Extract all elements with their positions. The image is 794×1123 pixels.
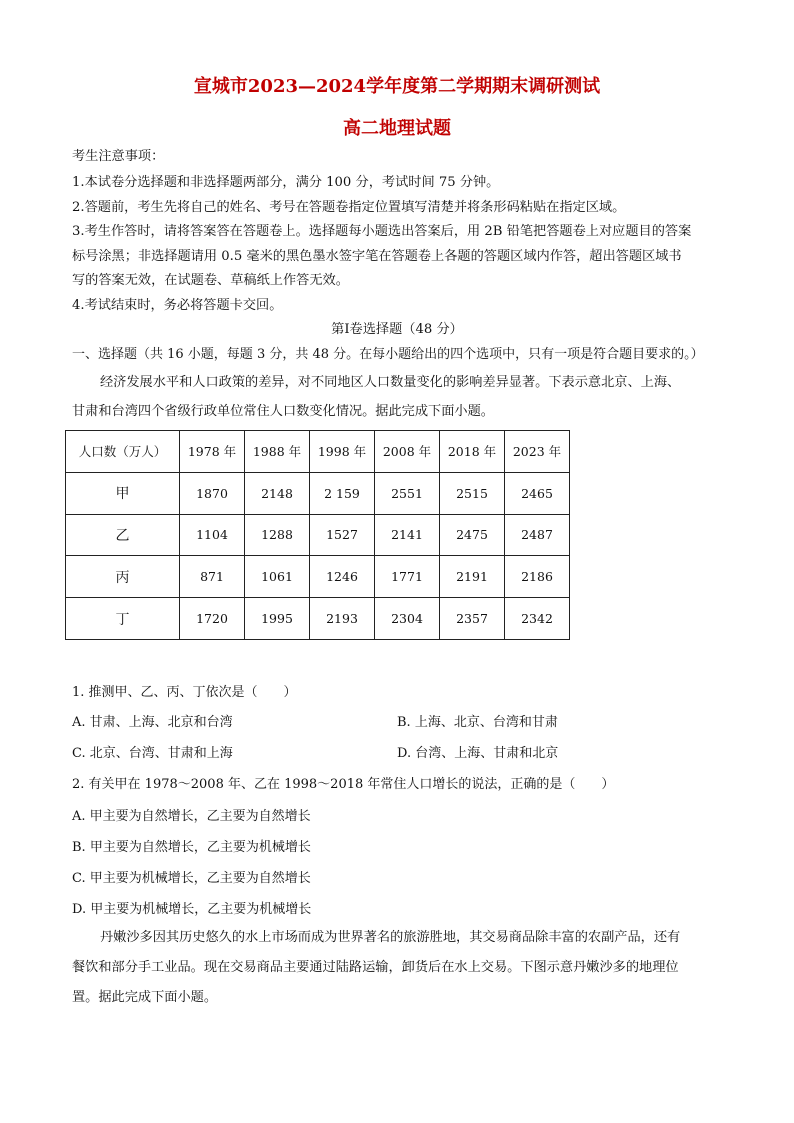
notice-heading: 考生注意事项： bbox=[72, 149, 165, 164]
notice-line-1: 1.本试卷分选择题和非选择题两部分，满分 100 分，考试时间 75 分钟。 bbox=[72, 175, 500, 190]
table-cell: 1288 bbox=[245, 514, 310, 556]
question-2-option-d: D. 甲主要为机械增长，乙主要为机械增长 bbox=[72, 902, 312, 917]
table-header-cell: 1998 年 bbox=[310, 431, 375, 473]
table-row bbox=[66, 514, 570, 556]
table-header-cell: 2008 年 bbox=[375, 431, 440, 473]
table-cell: 871 bbox=[180, 556, 245, 598]
table-cell: 1061 bbox=[245, 556, 310, 598]
table-cell: 1527 bbox=[310, 514, 375, 556]
section-title: 第Ⅰ卷选择题（48 分） bbox=[331, 322, 463, 337]
intro2-line-3: 置。据此完成下面小题。 bbox=[72, 990, 218, 1005]
question-2-stem: 2. 有关甲在 1978～2008 年、乙在 1998～2018 年常住人口增长的说法，正确的是（ ） bbox=[72, 777, 615, 792]
notice-line-2: 2.答题前，考生先将自己的姓名、考号在答题卷指定位置填写清楚并将条形码粘贴在指定区域。 bbox=[72, 200, 626, 215]
table-header-row bbox=[66, 431, 570, 473]
table-cell: 2 159 bbox=[310, 472, 375, 514]
table-cell: 2141 bbox=[375, 514, 440, 556]
region-cell: 丙 bbox=[66, 556, 180, 598]
table-cell: 2193 bbox=[310, 598, 375, 640]
table-header-cell: 2018 年 bbox=[440, 431, 505, 473]
table-cell: 1246 bbox=[310, 556, 375, 598]
table-cell: 1104 bbox=[180, 514, 245, 556]
question-2-option-b: B. 甲主要为自然增长，乙主要为机械增长 bbox=[72, 840, 311, 855]
table-header-cell: 1978 年 bbox=[180, 431, 245, 473]
population-table bbox=[65, 430, 570, 640]
table-cell: 2342 bbox=[505, 598, 570, 640]
table-cell: 1870 bbox=[180, 472, 245, 514]
question-1-stem: 1. 推测甲、乙、丙、丁依次是（ ） bbox=[72, 685, 297, 700]
intro1-line-2: 甘肃和台湾四个省级行政单位常住人口数变化情况。据此完成下面小题。 bbox=[72, 404, 494, 419]
table-cell: 1995 bbox=[245, 598, 310, 640]
intro2-line-2: 餐饮和部分手工业品。现在交易商品主要通过陆路运输，卸货后在水上交易。下图示意丹嫩沙多的地理位 bbox=[72, 960, 679, 975]
table-row bbox=[66, 556, 570, 598]
table-cell: 2304 bbox=[375, 598, 440, 640]
section-instruction: 一、选择题（共 16 小题，每题 3 分，共 48 分。在每小题给出的四个选项中，只有一项是符合题目要求的。） bbox=[72, 347, 704, 362]
table-cell: 2515 bbox=[440, 472, 505, 514]
exam-title: 宣城市2023—2024学年度第二学期期末调研测试 bbox=[193, 76, 601, 97]
region-cell: 乙 bbox=[66, 514, 180, 556]
table-cell: 2487 bbox=[505, 514, 570, 556]
table-cell: 2186 bbox=[505, 556, 570, 598]
table-cell: 2465 bbox=[505, 472, 570, 514]
question-1-option-a: A. 甘肃、上海、北京和台湾 bbox=[72, 715, 233, 730]
table-cell: 2551 bbox=[375, 472, 440, 514]
notice-line-3: 3.考生作答时，请将答案答在答题卷上。选择题每小题选出答案后，用 2B 铅笔把答题卷上对应题目的答案 bbox=[72, 224, 692, 239]
region-cell: 丁 bbox=[66, 598, 180, 640]
question-2-option-c: C. 甲主要为机械增长，乙主要为自然增长 bbox=[72, 871, 311, 886]
intro2-line-1: 丹嫩沙多因其历史悠久的水上市场而成为世界著名的旅游胜地，其交易商品除丰富的农副产品，还有 bbox=[100, 930, 681, 945]
question-1-option-d: D. 台湾、上海、甘肃和北京 bbox=[397, 746, 559, 761]
table-header-cell: 人口数（万人） bbox=[66, 431, 180, 473]
question-1-option-c: C. 北京、台湾、甘肃和上海 bbox=[72, 746, 233, 761]
table-cell: 2475 bbox=[440, 514, 505, 556]
table-header-cell: 2023 年 bbox=[505, 431, 570, 473]
table-cell: 2148 bbox=[245, 472, 310, 514]
notice-line-5: 写的答案无效，在试题卷、草稿纸上作答无效。 bbox=[72, 273, 349, 288]
question-1-option-b: B. 上海、北京、台湾和甘肃 bbox=[397, 715, 558, 730]
table-cell: 1720 bbox=[180, 598, 245, 640]
notice-line-6: 4.考试结束时，务必将答题卡交回。 bbox=[72, 298, 283, 313]
table-row bbox=[66, 598, 570, 640]
table-row bbox=[66, 472, 570, 514]
intro1-line-1: 经济发展水平和人口政策的差异，对不同地区人口数量变化的影响差异显著。下表示意北京、上海、 bbox=[100, 375, 681, 390]
table-header-cell: 1988 年 bbox=[245, 431, 310, 473]
question-2-option-a: A. 甲主要为自然增长，乙主要为自然增长 bbox=[72, 809, 311, 824]
exam-subtitle: 高二地理试题 bbox=[343, 118, 451, 139]
notice-line-4: 标号涂黑；非选择题请用 0.5 毫米的黑色墨水签字笔在答题卷上各题的答题区域内作答，超出答题区域书 bbox=[72, 249, 682, 264]
table-cell: 2191 bbox=[440, 556, 505, 598]
table-cell: 1771 bbox=[375, 556, 440, 598]
region-cell: 甲 bbox=[66, 472, 180, 514]
table-cell: 2357 bbox=[440, 598, 505, 640]
